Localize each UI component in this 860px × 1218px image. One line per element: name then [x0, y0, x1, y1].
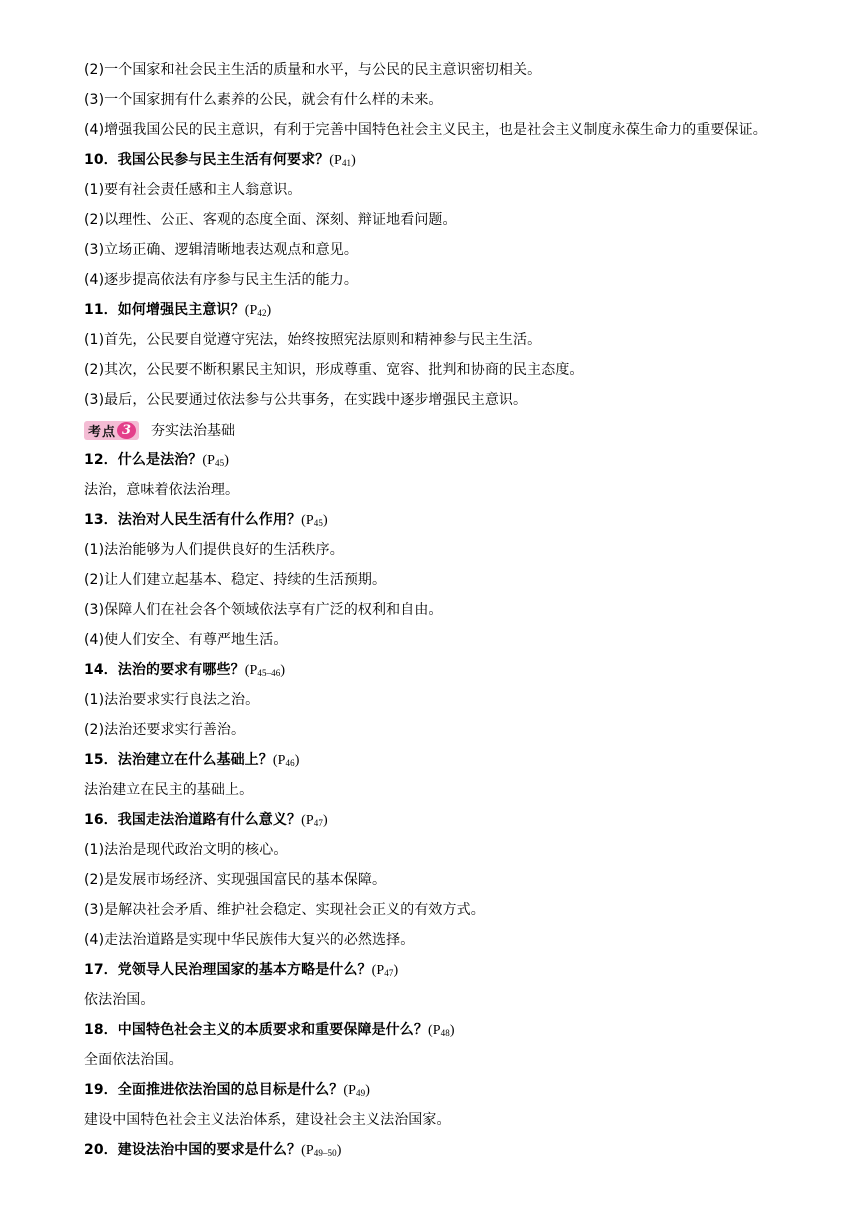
page-reference: $(P_{48})$ — [427, 1023, 455, 1038]
question-text: 15．法治建立在什么基础上？ — [84, 752, 273, 768]
answer-line: (2)一个国家和社会民主生活的质量和水平，与公民的民主意识密切相关。 — [84, 62, 542, 78]
question-heading — [84, 145, 840, 175]
answer-line: (4)走法治道路是实现中华民族伟大复兴的必然选择。 — [84, 932, 415, 948]
question-text: 17．党领导人民治理国家的基本方略是什么？ — [84, 962, 372, 978]
question-text: 16．我国走法治道路有什么意义？ — [84, 812, 302, 828]
answer-line: 全面依法治国。 — [84, 1052, 183, 1068]
page-reference: $(P_{47})$ — [371, 963, 399, 978]
answer-line: (1)要有社会责任感和主人翁意识。 — [84, 182, 302, 198]
question-heading — [84, 1015, 840, 1045]
answer-line: (4)逐步提高依法有序参与民主生活的能力。 — [84, 272, 358, 288]
section-heading — [84, 415, 840, 445]
question-heading — [84, 295, 840, 325]
answer-line: (3)保障人们在社会各个领域依法享有广泛的权利和自由。 — [84, 602, 443, 618]
answer-line: (2)让人们建立起基本、稳定、持续的生活预期。 — [84, 572, 387, 588]
page-reference-number: 47 — [384, 968, 394, 978]
question-text: 11．如何增强民主意识？ — [84, 302, 245, 318]
answer-line: (1)法治是现代政治文明的核心。 — [84, 842, 288, 858]
question-heading — [84, 505, 840, 535]
page-reference-number: 48 — [440, 1028, 450, 1038]
question-heading — [84, 745, 840, 775]
question-heading — [84, 655, 840, 685]
page-reference-number: 45 — [215, 458, 225, 468]
question-text: 14．法治的要求有哪些？ — [84, 662, 245, 678]
page-reference-number: 45 — [313, 518, 323, 528]
page-reference: $(P_{41})$ — [329, 153, 356, 168]
page-reference: $(P_{46})$ — [272, 753, 300, 768]
page-reference: $(P_{47})$ — [301, 813, 328, 828]
page-reference: $(P_{42})$ — [244, 303, 272, 318]
section-badge-label: 考点 — [88, 424, 117, 440]
section-title: 夯实法治基础 — [151, 423, 236, 439]
answer-line: (4)增强我国公民的民主意识，有利于完善中国特色社会主义民主，也是社会主义制度永葆生命力的重要保证。 — [84, 122, 767, 138]
answer-line: (2)是发展市场经济、实现强国富民的基本保障。 — [84, 872, 387, 888]
page-reference: $(P_{45})$ — [202, 453, 230, 468]
section-badge-number: 3 — [117, 422, 136, 439]
page-reference-number: 49–50 — [313, 1148, 337, 1158]
answer-line: (1)法治能够为人们提供良好的生活秩序。 — [84, 542, 344, 558]
answer-line: (3)一个国家拥有什么素养的公民，就会有什么样的未来。 — [84, 92, 443, 108]
answer-line: (2)其次，公民要不断积累民主知识，形成尊重、宽容、批判和协商的民主态度。 — [84, 362, 584, 378]
question-text: 13．法治对人民生活有什么作用？ — [84, 512, 302, 528]
page-reference-number: 49 — [356, 1088, 366, 1098]
question-text: 10．我国公民参与民主生活有何要求？ — [84, 152, 330, 168]
answer-line: 法治建立在民主的基础上。 — [84, 782, 254, 798]
answer-line: (3)是解决社会矛盾、维护社会稳定、实现社会正义的有效方式。 — [84, 902, 485, 918]
question-text: 20．建设法治中国的要求是什么？ — [84, 1142, 302, 1158]
answer-line: (3)最后，公民要通过依法参与公共事务，在实践中逐步增强民主意识。 — [84, 392, 528, 408]
page-reference: $(P_{49-50})$ — [301, 1143, 342, 1158]
page-reference-number: 45–46 — [257, 668, 281, 678]
page-reference-number: 42 — [257, 308, 267, 318]
section-badge — [84, 421, 139, 440]
answer-line: (2)以理性、公正、客观的态度全面、深刻、辩证地看问题。 — [84, 212, 457, 228]
document-body — [84, 55, 840, 1165]
page-reference-number: 47 — [313, 818, 323, 828]
answer-line: (1)法治要求实行良法之治。 — [84, 692, 260, 708]
answer-line: (3)立场正确、逻辑清晰地表达观点和意见。 — [84, 242, 358, 258]
question-heading — [84, 955, 840, 985]
question-text: 12．什么是法治？ — [84, 452, 203, 468]
page-reference-number: 46 — [285, 758, 295, 768]
question-heading — [84, 1135, 840, 1165]
answer-line: (2)法治还要求实行善治。 — [84, 722, 246, 738]
page-reference: $(P_{49})$ — [343, 1083, 371, 1098]
answer-line: 法治，意味着依法治理。 — [84, 482, 240, 498]
question-text: 18．中国特色社会主义的本质要求和重要保障是什么？ — [84, 1022, 428, 1038]
page-reference-number: 41 — [341, 158, 352, 168]
answer-line: (4)使人们安全、有尊严地生活。 — [84, 632, 288, 648]
answer-line: 依法治国。 — [84, 992, 155, 1008]
answer-line: 建设中国特色社会主义法治体系，建设社会主义法治国家。 — [84, 1112, 451, 1128]
page-reference: $(P_{45})$ — [301, 513, 328, 528]
question-heading — [84, 805, 840, 835]
page-reference: $(P_{45-46})$ — [244, 663, 286, 678]
question-heading — [84, 445, 840, 475]
question-heading — [84, 1075, 840, 1105]
answer-line: (1)首先，公民要自觉遵守宪法，始终按照宪法原则和精神参与民主生活。 — [84, 332, 542, 348]
question-text: 19．全面推进依法治国的总目标是什么？ — [84, 1082, 344, 1098]
